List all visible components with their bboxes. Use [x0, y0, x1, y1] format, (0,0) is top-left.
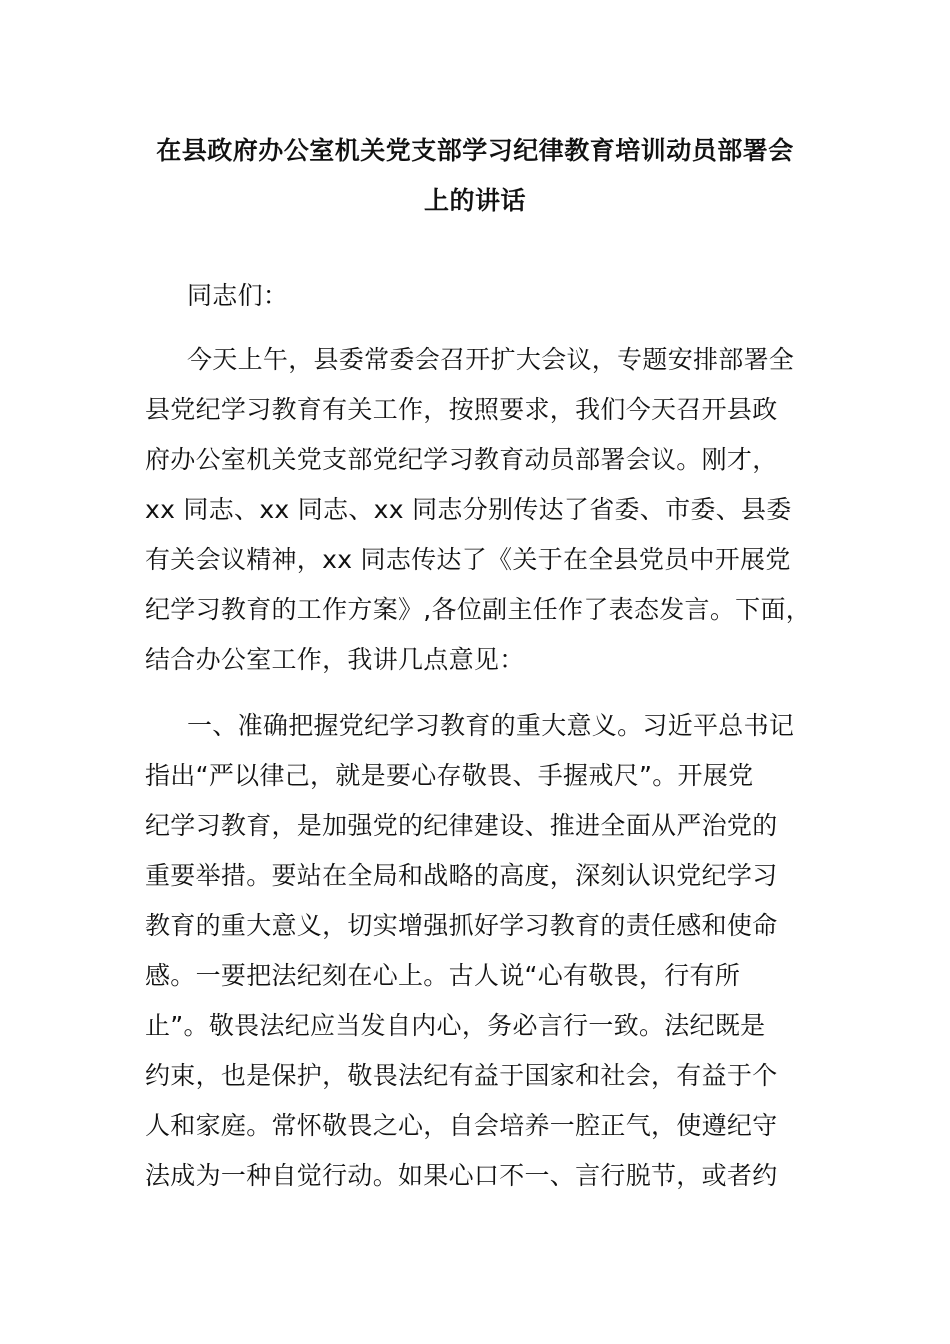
- paragraph-2-line: 教育的重大意义，切实增强抓好学习教育的责任感和使命: [145, 911, 778, 940]
- salutation: 同志们：: [187, 281, 289, 310]
- paragraph-2-line: 一、准确把握党纪学习教育的重大意义。习近平总书记: [187, 711, 795, 740]
- paragraph-2-line: 重要举措。要站在全局和战略的高度，深刻认识党纪学习: [145, 861, 778, 890]
- paragraph-2-line: 纪学习教育，是加强党的纪律建设、推进全面从严治党的: [145, 811, 778, 840]
- paragraph-1-line: 结合办公室工作，我讲几点意见：: [145, 645, 525, 674]
- document-title-line-1: 在县政府办公室机关党支部学习纪律教育培训动员部署会: [156, 136, 794, 165]
- paragraph-2-line: 感。一要把法纪刻在心上。古人说“心有敬畏，行有所: [145, 961, 741, 990]
- paragraph-2-line: 人和家庭。常怀敬畏之心，自会培养一腔正气，使遵纪守: [145, 1111, 778, 1140]
- paragraph-1-line: 县党纪学习教育有关工作，按照要求，我们今天召开县政: [145, 395, 778, 424]
- paragraph-2-line: 指出“严以律己，就是要心存敬畏、手握戒尺”。开展党: [145, 761, 754, 790]
- paragraph-2-line: 约束，也是保护，敬畏法纪有益于国家和社会，有益于个: [145, 1061, 778, 1090]
- paragraph-2-line: 止”。敬畏法纪应当发自内心，务必言行一致。法纪既是: [145, 1011, 766, 1040]
- paragraph-1-line: 府办公室机关党支部党纪学习教育动员部署会议。刚才，: [145, 445, 778, 474]
- paragraph-1-line: 纪学习教育的工作方案》,各位副主任作了表态发言。下面，: [145, 595, 812, 624]
- paragraph-1-line: 今天上午，县委常委会召开扩大会议，专题安排部署全: [187, 345, 795, 374]
- paragraph-2-line: 法成为一种自觉行动。如果心口不一、言行脱节，或者约: [145, 1161, 778, 1190]
- paragraph-1-line: xx 同志、xx 同志、xx 同志分别传达了省委、市委、县委: [145, 495, 792, 524]
- paragraph-1-line: 有关会议精神，xx 同志传达了《关于在全县党员中开展党: [145, 545, 791, 574]
- document-title-line-2: 上的讲话: [423, 186, 526, 215]
